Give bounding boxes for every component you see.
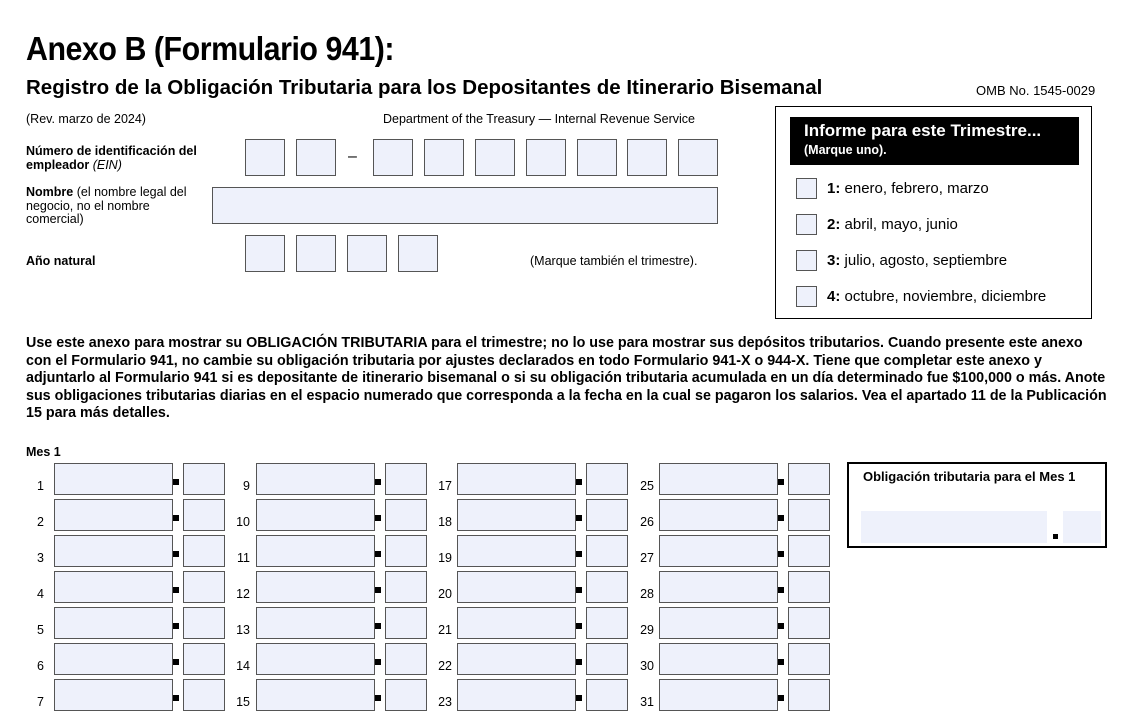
day-number: 3 xyxy=(37,551,44,565)
decimal-point xyxy=(375,623,381,629)
quarter-panel xyxy=(775,106,1092,319)
day-number: 10 xyxy=(236,515,250,529)
year-label-text: Año natural xyxy=(26,254,96,268)
quarter-1-label xyxy=(827,180,989,197)
day-number: 31 xyxy=(640,695,654,709)
day-cents-field[interactable] xyxy=(183,643,225,675)
decimal-point xyxy=(778,659,784,665)
quarter-2-text: abril, mayo, junio xyxy=(844,216,958,233)
day-cents-field[interactable] xyxy=(183,571,225,603)
day-dollars-field[interactable] xyxy=(54,463,173,495)
year-digit-2[interactable] xyxy=(296,235,336,272)
quarter-2-label xyxy=(827,216,958,233)
day-dollars-field[interactable] xyxy=(256,535,375,567)
day-dollars-field[interactable] xyxy=(457,643,576,675)
day-number: 1 xyxy=(37,479,44,493)
day-dollars-field[interactable] xyxy=(457,607,576,639)
day-cents-field[interactable] xyxy=(385,571,427,603)
day-number: 28 xyxy=(640,587,654,601)
day-number: 9 xyxy=(243,479,250,493)
day-number: 22 xyxy=(438,659,452,673)
ein-label-rest: (EIN) xyxy=(92,157,122,172)
instructions-paragraph: Use este anexo para mostrar su OBLIGACIÓN TRIBUTARIA para el trimestre; no lo use para mostrar sus depósitos tributarios. Cuando presente este anexo con el Formulario 941, no cambie su obligación tributaria por ajustes declarados en todo Formulario 941-X o 944-X. Tiene que completar este anexo y adjuntarlo al Formulario 941 si es depositante de itinerario bisemanal o si su obligación tributaria acumulada en un día determinado fue $100,000 o más. Anote sus obligaciones tributarias diarias en el espacio numerado que corresponda a la fecha en la cual se pagaron los salarios. Vea el apartado 11 de la Publicación 15 para más detalles. xyxy=(26,335,1107,421)
day-dollars-field[interactable] xyxy=(54,643,173,675)
day-dollars-field[interactable] xyxy=(659,643,778,675)
day-number: 7 xyxy=(37,695,44,709)
day-cents-field[interactable] xyxy=(385,607,427,639)
day-number: 2 xyxy=(37,515,44,529)
day-cents-field[interactable] xyxy=(183,535,225,567)
quarter-4-num: 4: xyxy=(827,288,841,305)
month-1-total-dollars[interactable] xyxy=(861,511,1047,543)
business-name-field[interactable] xyxy=(212,187,718,224)
decimal-point xyxy=(375,479,381,485)
day-dollars-field[interactable] xyxy=(54,535,173,567)
ein-digit-4[interactable] xyxy=(424,139,464,176)
month-1-total-decimal-point xyxy=(1053,534,1058,539)
decimal-point xyxy=(375,515,381,521)
day-cents-field[interactable] xyxy=(788,463,830,495)
ein-dash: – xyxy=(348,148,357,165)
decimal-point xyxy=(173,551,179,557)
day-cents-field[interactable] xyxy=(385,463,427,495)
day-dollars-field[interactable] xyxy=(659,679,778,711)
day-number: 12 xyxy=(236,587,250,601)
decimal-point xyxy=(778,551,784,557)
day-number: 27 xyxy=(640,551,654,565)
month-1-total-cents[interactable] xyxy=(1063,511,1101,543)
quarter-4-checkbox[interactable] xyxy=(796,286,817,307)
decimal-point xyxy=(778,479,784,485)
decimal-point xyxy=(173,587,179,593)
day-cents-field[interactable] xyxy=(183,679,225,711)
decimal-point xyxy=(173,623,179,629)
day-number: 18 xyxy=(438,515,452,529)
day-number: 23 xyxy=(438,695,452,709)
day-number: 30 xyxy=(640,659,654,673)
year-digit-1[interactable] xyxy=(245,235,285,272)
day-number: 21 xyxy=(438,623,452,637)
day-dollars-field[interactable] xyxy=(256,571,375,603)
day-cents-field[interactable] xyxy=(788,643,830,675)
decimal-point xyxy=(576,695,582,701)
form-subtitle: Registro de la Obligación Tributaria para los Depositantes de Itinerario Bisemanal xyxy=(26,76,823,99)
quarter-1-checkbox[interactable] xyxy=(796,178,817,199)
ein-digit-9[interactable] xyxy=(678,139,718,176)
day-cents-field[interactable] xyxy=(788,679,830,711)
day-cents-field[interactable] xyxy=(183,463,225,495)
day-cents-field[interactable] xyxy=(586,535,628,567)
ein-digit-3[interactable] xyxy=(373,139,413,176)
decimal-point xyxy=(576,479,582,485)
month-1-total-label: Obligación tributaria para el Mes 1 xyxy=(863,469,1076,484)
day-dollars-field[interactable] xyxy=(457,679,576,711)
ein-digit-2[interactable] xyxy=(296,139,336,176)
day-dollars-field[interactable] xyxy=(54,607,173,639)
ein-digit-6[interactable] xyxy=(526,139,566,176)
quarter-3-text: julio, agosto, septiembre xyxy=(844,252,1008,269)
name-label-rest: (el nombre legal del negocio, no el nombre comercial) xyxy=(26,185,187,226)
name-label-bold: Nombre xyxy=(26,185,74,199)
day-dollars-field[interactable] xyxy=(256,679,375,711)
day-dollars-field[interactable] xyxy=(54,499,173,531)
decimal-point xyxy=(576,587,582,593)
year-digit-3[interactable] xyxy=(347,235,387,272)
day-number: 25 xyxy=(640,479,654,493)
day-number: 14 xyxy=(236,659,250,673)
day-cents-field[interactable] xyxy=(586,607,628,639)
day-number: 6 xyxy=(37,659,44,673)
name-label xyxy=(26,186,206,227)
day-number: 19 xyxy=(438,551,452,565)
month-1-label: Mes 1 xyxy=(26,445,61,459)
ein-digit-5[interactable] xyxy=(475,139,515,176)
day-dollars-field[interactable] xyxy=(659,463,778,495)
ein-digit-1[interactable] xyxy=(245,139,285,176)
day-cents-field[interactable] xyxy=(385,679,427,711)
decimal-point xyxy=(576,515,582,521)
day-number: 17 xyxy=(438,479,452,493)
day-dollars-field[interactable] xyxy=(457,535,576,567)
decimal-point xyxy=(173,659,179,665)
quarter-1-text: enero, febrero, marzo xyxy=(844,180,989,197)
month-1-total-box xyxy=(847,462,1107,548)
decimal-point xyxy=(576,659,582,665)
day-dollars-field[interactable] xyxy=(256,607,375,639)
day-number: 29 xyxy=(640,623,654,637)
day-cents-field[interactable] xyxy=(586,499,628,531)
ein-digit-8[interactable] xyxy=(627,139,667,176)
decimal-point xyxy=(778,515,784,521)
revision-date: (Rev. marzo de 2024) xyxy=(26,112,146,126)
decimal-point xyxy=(375,551,381,557)
decimal-point xyxy=(173,515,179,521)
day-dollars-field[interactable] xyxy=(659,499,778,531)
quarter-2-checkbox[interactable] xyxy=(796,214,817,235)
day-cents-field[interactable] xyxy=(586,679,628,711)
quarter-heading-box xyxy=(790,117,1079,165)
day-number: 15 xyxy=(236,695,250,709)
quarter-3-checkbox[interactable] xyxy=(796,250,817,271)
day-number: 20 xyxy=(438,587,452,601)
ein-digit-7[interactable] xyxy=(577,139,617,176)
year-note: (Marque también el trimestre). xyxy=(530,254,698,268)
day-dollars-field[interactable] xyxy=(457,463,576,495)
day-cents-field[interactable] xyxy=(385,535,427,567)
day-dollars-field[interactable] xyxy=(457,571,576,603)
day-cents-field[interactable] xyxy=(385,643,427,675)
quarter-3-label xyxy=(827,252,1007,269)
quarter-3-num: 3: xyxy=(827,252,841,269)
ein-label-bold: Número de identificación del empleador xyxy=(26,144,197,172)
quarter-heading: Informe para este Trimestre... xyxy=(804,121,1042,140)
department-line: Department of the Treasury — Internal Revenue Service xyxy=(383,112,695,126)
decimal-point xyxy=(778,587,784,593)
decimal-point xyxy=(576,551,582,557)
ein-label xyxy=(26,145,226,172)
quarter-2-num: 2: xyxy=(827,216,841,233)
quarter-1-num: 1: xyxy=(827,180,841,197)
day-dollars-field[interactable] xyxy=(54,571,173,603)
day-dollars-field[interactable] xyxy=(54,679,173,711)
day-dollars-field[interactable] xyxy=(659,571,778,603)
day-dollars-field[interactable] xyxy=(659,535,778,567)
day-cents-field[interactable] xyxy=(788,571,830,603)
day-dollars-field[interactable] xyxy=(457,499,576,531)
day-number: 26 xyxy=(640,515,654,529)
day-number: 13 xyxy=(236,623,250,637)
day-number: 4 xyxy=(37,587,44,601)
day-cents-field[interactable] xyxy=(586,643,628,675)
day-dollars-field[interactable] xyxy=(256,463,375,495)
quarter-4-text: octubre, noviembre, diciembre xyxy=(844,288,1047,305)
day-cents-field[interactable] xyxy=(183,607,225,639)
decimal-point xyxy=(576,623,582,629)
day-dollars-field[interactable] xyxy=(659,607,778,639)
form-title: Anexo B (Formulario 941): xyxy=(26,30,395,67)
decimal-point xyxy=(375,659,381,665)
day-cents-field[interactable] xyxy=(788,607,830,639)
decimal-point xyxy=(375,587,381,593)
decimal-point xyxy=(173,695,179,701)
year-label xyxy=(26,255,95,269)
day-cents-field[interactable] xyxy=(183,499,225,531)
quarter-4-label xyxy=(827,288,1046,305)
day-number: 11 xyxy=(237,551,250,565)
omb-number: OMB No. 1545-0029 xyxy=(976,83,1096,98)
day-cents-field[interactable] xyxy=(385,499,427,531)
day-dollars-field[interactable] xyxy=(256,643,375,675)
quarter-subheading: (Marque uno). xyxy=(804,143,887,157)
decimal-point xyxy=(778,623,784,629)
decimal-point xyxy=(173,479,179,485)
day-dollars-field[interactable] xyxy=(256,499,375,531)
day-cents-field[interactable] xyxy=(788,535,830,567)
decimal-point xyxy=(778,695,784,701)
year-digit-4[interactable] xyxy=(398,235,438,272)
day-cents-field[interactable] xyxy=(586,463,628,495)
decimal-point xyxy=(375,695,381,701)
day-number: 5 xyxy=(37,623,44,637)
day-cents-field[interactable] xyxy=(788,499,830,531)
day-cents-field[interactable] xyxy=(586,571,628,603)
